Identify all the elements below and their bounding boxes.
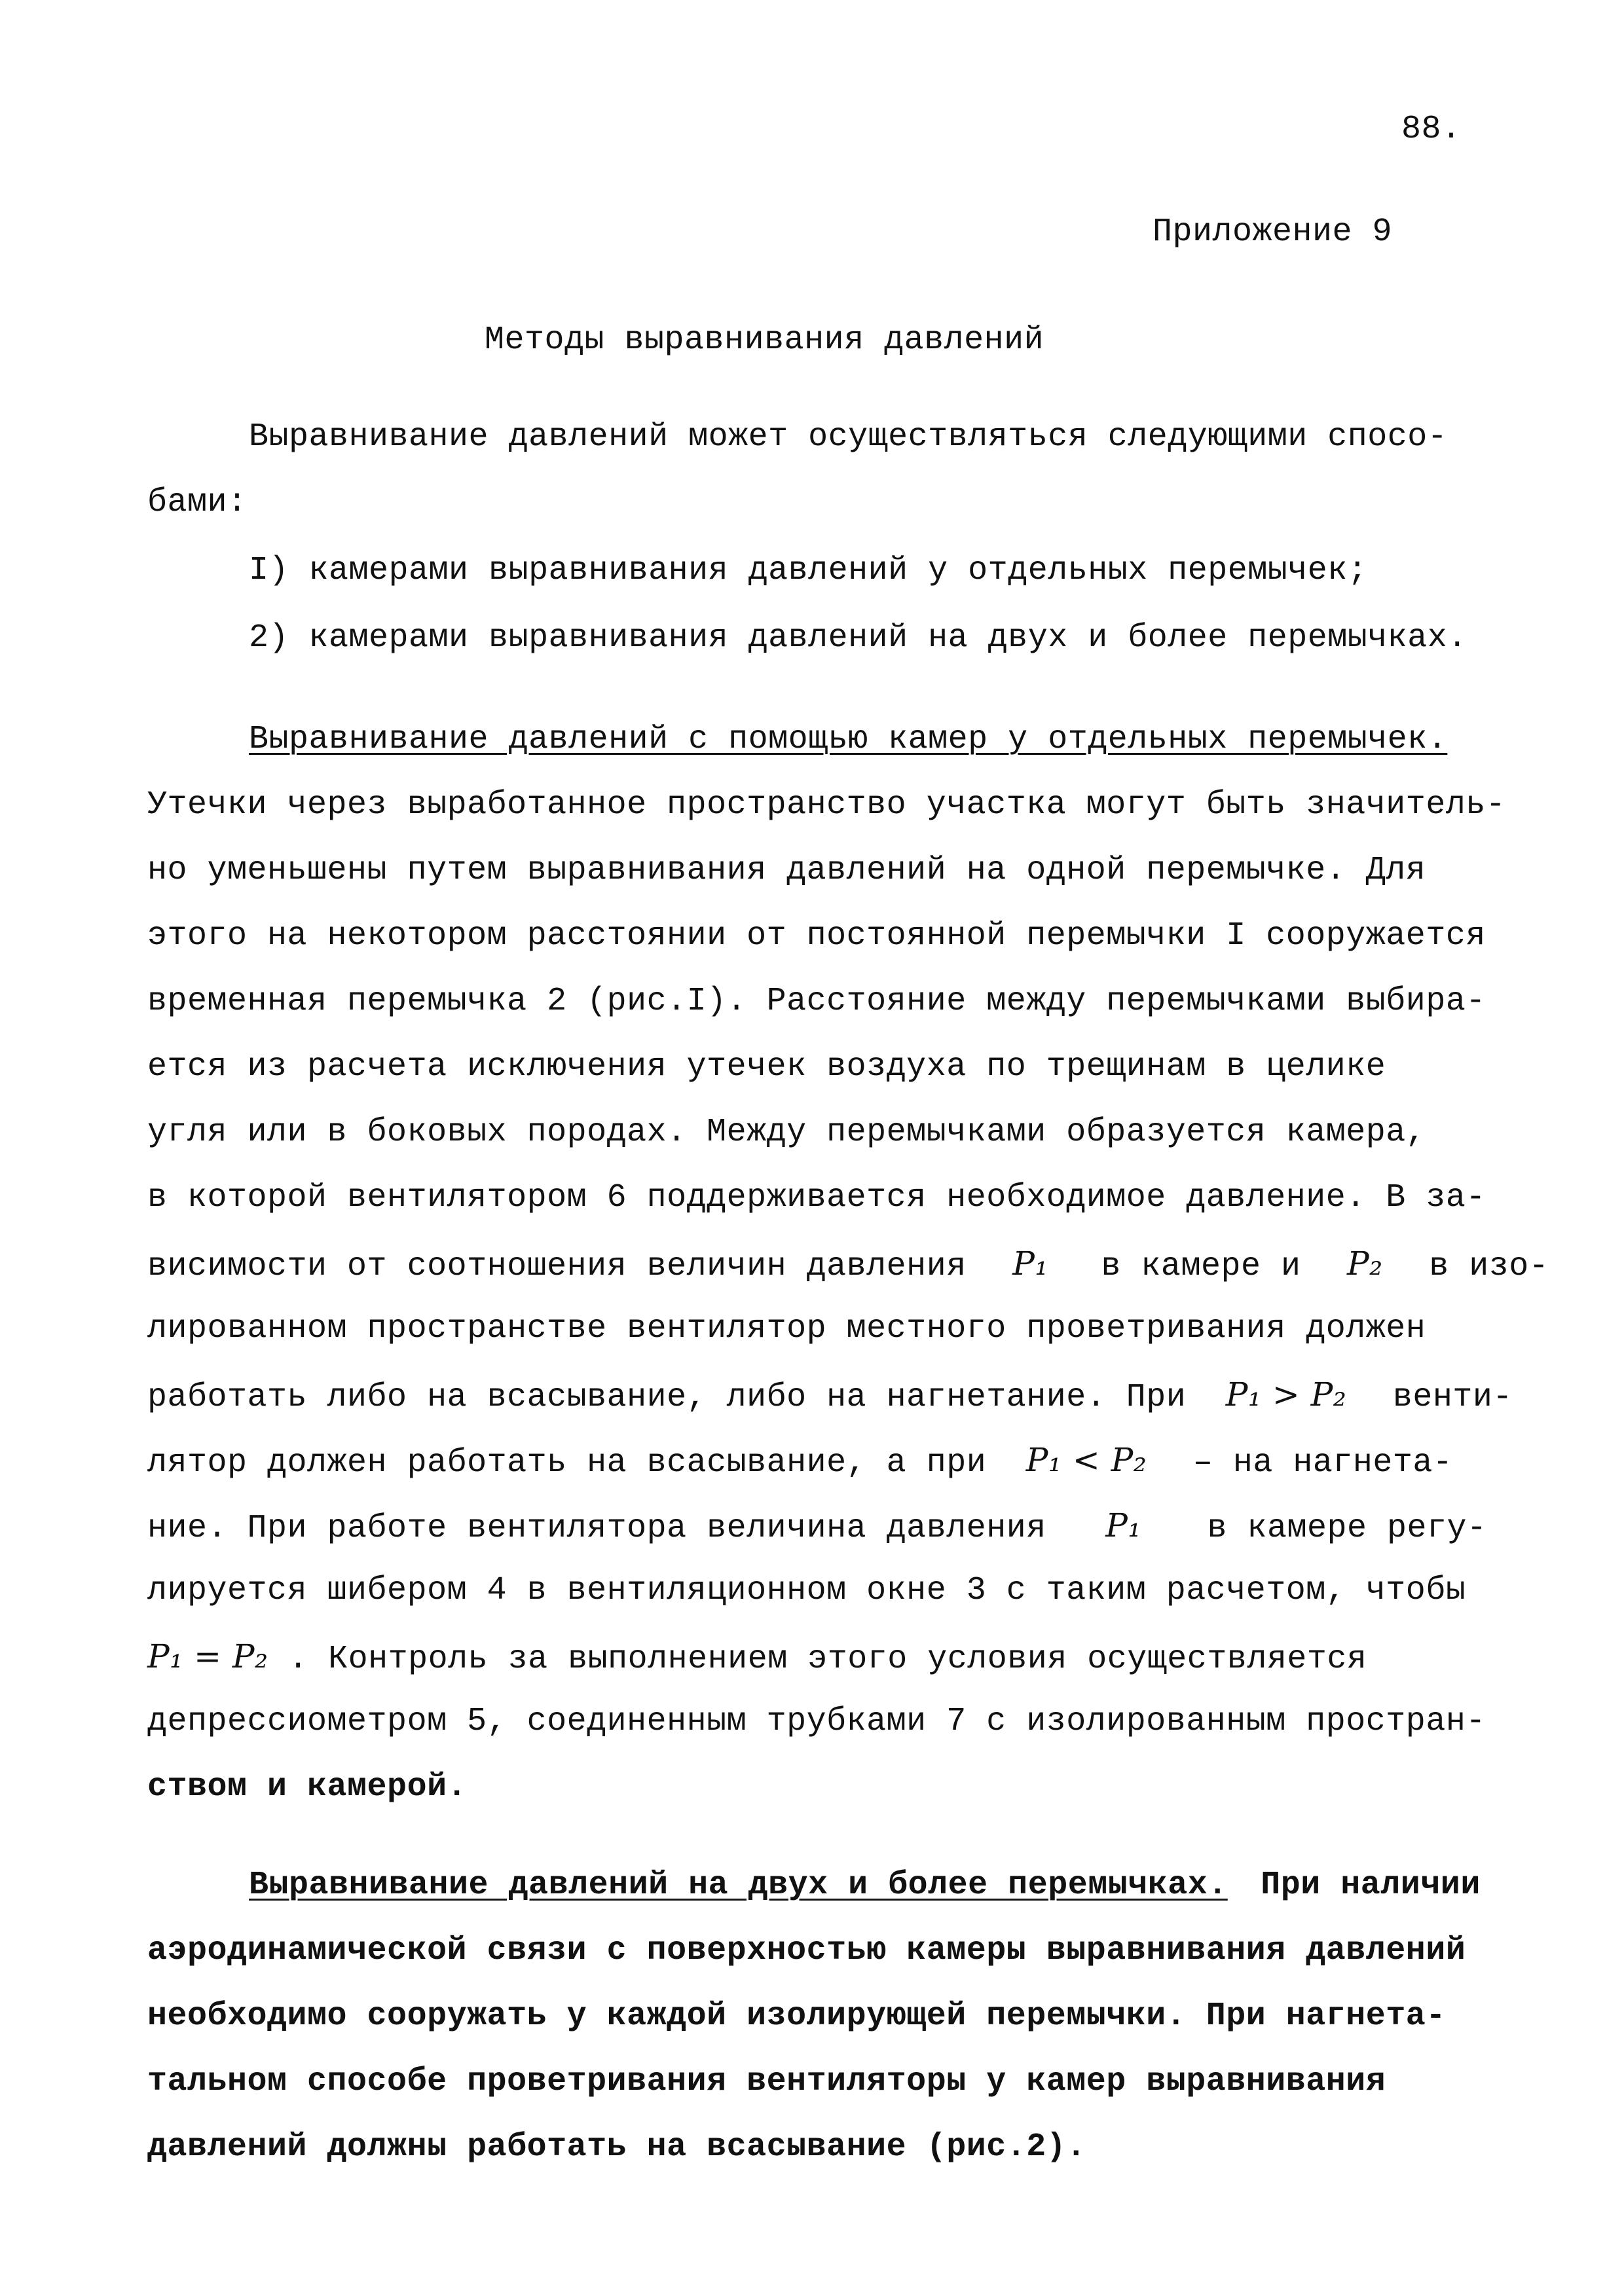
section2-line: давлений должны работать на всасывание (рис.2).: [147, 2128, 1086, 2166]
section2-heading: Выравнивание давлений на двух и более перемычках.: [249, 1867, 1228, 1904]
text-segment: . Контроль за выполнением этого условия осуществляется: [288, 1641, 1367, 1678]
intro-line-1: Выравнивание давлений может осуществляться следующими спосо-: [249, 418, 1448, 456]
text-segment: работать либо на всасывание, либо на нагнетание. При: [147, 1379, 1187, 1416]
text-segment: ние. При работе вентилятора величина давления: [147, 1510, 1046, 1547]
page-number: 88.: [1401, 111, 1462, 148]
section1-line: [147, 1244, 1549, 1286]
method-item-1: I) камерами выравнивания давлений у отдельных перемычек;: [249, 552, 1368, 589]
section2-line: тальном способе проветривания вентиляторы у камер выравнивания: [147, 2063, 1386, 2100]
text-segment: При наличии: [1261, 1867, 1481, 1904]
section2-line: аэродинамической связи с поверхностью камеры выравнивания давлений: [147, 1932, 1466, 1969]
section1-line: [147, 1375, 1513, 1417]
section1-line: депрессиометром 5, соединенным трубками 7 с изолированным простран-: [147, 1703, 1486, 1740]
inequality-p1-gt-p2: P₁ > P₂: [1225, 1376, 1347, 1413]
section1-line: [147, 1440, 1452, 1483]
section2-line: необходимо сооружать у каждой изолирующей перемычки. При нагнета-: [147, 1997, 1446, 2035]
document-title: Методы выравнивания давлений: [485, 321, 1044, 359]
section1-line: но уменьшены путем выравнивания давлений на одной перемычке. Для: [147, 852, 1426, 889]
text-segment: венти-: [1392, 1379, 1513, 1416]
section1-line: временная перемычка 2 (рис.I). Расстояние между перемычками выбира-: [147, 983, 1486, 1020]
section1-line: этого на некотором расстоянии от постоянной перемычки I сооружается: [147, 917, 1486, 955]
equality-p1-eq-p2: P₁ = P₂: [147, 1637, 268, 1675]
text-segment: в камере регу-: [1207, 1510, 1487, 1547]
inequality-p1-lt-p2: P₁ < P₂: [1025, 1441, 1147, 1479]
text-segment: в изо-: [1429, 1248, 1549, 1285]
section1-line: [147, 1637, 1367, 1679]
section1-line: ством и камерой.: [147, 1768, 468, 1806]
text-segment: висимости от соотношения величин давления: [147, 1248, 967, 1285]
section1-line: угля или в боковых породах. Между перемычками образуется камера,: [147, 1114, 1426, 1151]
section1-line: лированном пространстве вентилятор местного проветривания должен: [147, 1310, 1426, 1347]
text-segment: в камере и: [1101, 1248, 1301, 1285]
pressure-p1: P₁: [1105, 1506, 1141, 1544]
section1-line: в которой вентилятором 6 поддерживается необходимое давление. В за-: [147, 1179, 1486, 1216]
section1-line: лируется шибером 4 в вентиляционном окне 3 с таким расчетом, чтобы: [147, 1572, 1466, 1609]
section1-line: [147, 1506, 1487, 1548]
pressure-p2: P₂: [1347, 1245, 1383, 1283]
section1-line: ется из расчета исключения утечек воздуха по трещинам в целике: [147, 1048, 1386, 1085]
appendix-label: Приложение 9: [1153, 213, 1393, 251]
section1-line: Утечки через выработанное пространство участка могут быть значитель-: [147, 786, 1506, 824]
intro-line-2: бами:: [147, 484, 248, 521]
pressure-p1: P₁: [1012, 1245, 1048, 1283]
method-item-2: 2) камерами выравнивания давлений на двух и более перемычках.: [249, 619, 1467, 657]
section2-heading-line: [249, 1866, 1481, 1905]
section1-heading: Выравнивание давлений с помощью камер у отдельных перемычек.: [249, 721, 1448, 758]
text-segment: – на нагнета-: [1192, 1444, 1453, 1482]
text-segment: лятор должен работать на всасывание, а при: [147, 1444, 987, 1482]
